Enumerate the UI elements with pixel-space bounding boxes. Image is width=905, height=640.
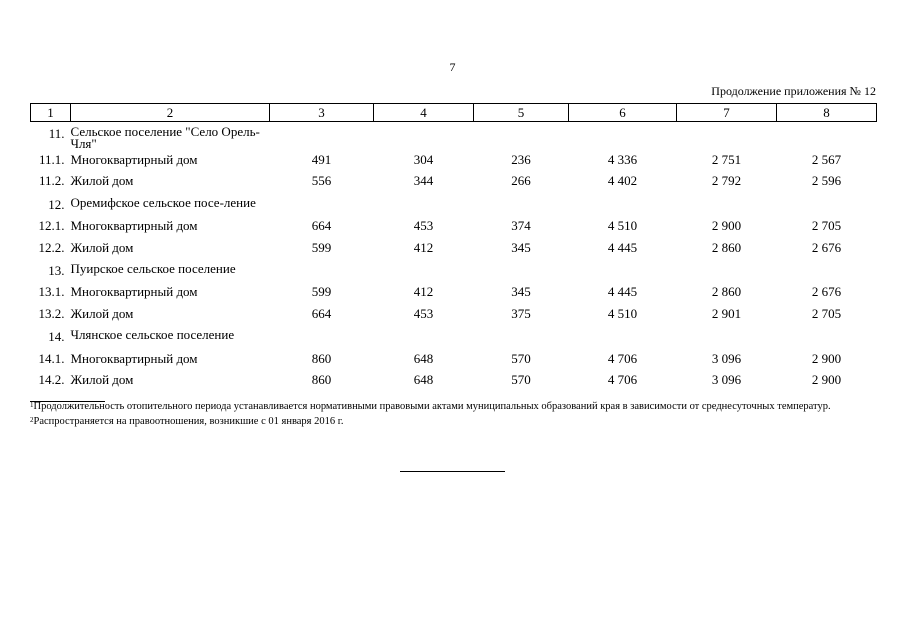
value-cell: 4 510 xyxy=(607,305,638,321)
value-cell xyxy=(374,193,474,216)
row-number: 13.1. xyxy=(38,284,65,300)
housing-type: Многоквартирный дом xyxy=(70,284,198,300)
table-row xyxy=(31,304,877,325)
value-cell xyxy=(677,259,777,282)
tariff-table xyxy=(30,103,877,391)
table-row xyxy=(31,370,877,391)
column-header-6: 6 xyxy=(569,104,677,122)
value-cell: 2 676 xyxy=(811,284,842,300)
table-header-row xyxy=(31,104,877,122)
value-cell: 2 900 xyxy=(811,350,842,366)
value-cell xyxy=(270,259,374,282)
value-cell: 4 706 xyxy=(607,350,638,366)
value-cell: 344 xyxy=(413,173,434,189)
row-number: 13. xyxy=(48,262,65,278)
table-group-row xyxy=(31,122,877,151)
housing-type: Многоквартирный дом xyxy=(70,218,198,234)
table-row xyxy=(31,349,877,370)
value-cell xyxy=(374,325,474,348)
row-number: 12.1. xyxy=(38,218,65,234)
row-number: 14.2. xyxy=(38,371,65,387)
value-cell xyxy=(374,259,474,282)
row-number: 11. xyxy=(48,126,65,141)
value-cell xyxy=(677,122,777,151)
value-cell: 4 402 xyxy=(607,173,638,189)
column-header-1: 1 xyxy=(31,104,71,122)
value-cell xyxy=(374,122,474,151)
value-cell: 453 xyxy=(413,305,434,321)
value-cell: 664 xyxy=(311,218,332,234)
value-cell: 2 751 xyxy=(711,152,742,167)
page-number: 7 xyxy=(449,60,456,74)
value-cell: 2 901 xyxy=(711,305,742,321)
housing-type: Жилой дом xyxy=(70,371,134,387)
footnotes xyxy=(30,402,876,427)
footnote-mark: 2 xyxy=(30,415,34,424)
table-row xyxy=(31,150,877,171)
table-group-row xyxy=(31,259,877,282)
column-header-4: 4 xyxy=(374,104,474,122)
table-row xyxy=(31,238,877,259)
settlement-name: Члянское сельское поселение xyxy=(70,327,235,343)
value-cell: 412 xyxy=(413,284,434,300)
value-cell: 491 xyxy=(311,152,332,167)
value-cell xyxy=(270,193,374,216)
value-cell xyxy=(777,259,877,282)
value-cell: 412 xyxy=(413,239,434,255)
value-cell: 570 xyxy=(511,350,531,366)
value-cell: 648 xyxy=(413,371,434,387)
value-cell: 3 096 xyxy=(711,371,742,387)
value-cell xyxy=(777,193,877,216)
value-cell: 304 xyxy=(413,152,434,167)
value-cell: 375 xyxy=(511,305,531,321)
value-cell: 453 xyxy=(413,218,434,234)
housing-type: Многоквартирный дом xyxy=(70,152,198,167)
value-cell xyxy=(569,122,677,151)
row-number: 14.1. xyxy=(38,350,65,366)
housing-type: Жилой дом xyxy=(70,239,134,255)
value-cell xyxy=(677,193,777,216)
value-cell: 599 xyxy=(311,239,332,255)
value-cell: 2 792 xyxy=(711,173,742,189)
footnote-text: Распространяется на правоотношения, возникшие с 01 января 2016 г. xyxy=(33,415,344,427)
table-row xyxy=(31,282,877,303)
value-cell xyxy=(270,122,374,151)
end-separator xyxy=(400,471,505,472)
table-row xyxy=(31,171,877,192)
value-cell: 2 596 xyxy=(811,173,842,189)
value-cell: 2 900 xyxy=(811,371,842,387)
table-group-row xyxy=(31,325,877,348)
table-group-row xyxy=(31,193,877,216)
value-cell: 556 xyxy=(311,173,332,189)
housing-type: Многоквартирный дом xyxy=(70,350,198,366)
value-cell: 2 860 xyxy=(711,239,742,255)
footnote-1 xyxy=(30,402,876,413)
value-cell: 374 xyxy=(511,218,531,234)
value-cell: 2 900 xyxy=(711,218,742,234)
row-number: 13.2. xyxy=(38,305,65,321)
value-cell xyxy=(270,325,374,348)
value-cell: 4 336 xyxy=(607,152,638,167)
value-cell: 236 xyxy=(511,152,531,167)
column-header-2: 2 xyxy=(71,104,270,122)
row-number: 11.2. xyxy=(38,173,65,189)
value-cell: 345 xyxy=(511,284,531,300)
row-number: 12.2. xyxy=(38,239,65,255)
appendix-caption: Продолжение приложения № 12 xyxy=(711,84,876,98)
value-cell xyxy=(474,259,569,282)
value-cell: 648 xyxy=(413,350,434,366)
footnote-2 xyxy=(30,417,876,428)
value-cell: 664 xyxy=(311,305,332,321)
table-row xyxy=(31,216,877,237)
footnote-text: Продолжительность отопительного периода устанавливается нормативными правовыми актами муниципальных образований края в зависимости от среднесуточных температур. xyxy=(33,401,831,412)
value-cell: 2 860 xyxy=(711,284,742,300)
value-cell: 2 705 xyxy=(811,305,842,321)
column-header-5: 5 xyxy=(474,104,569,122)
value-cell xyxy=(569,325,677,348)
value-cell: 4 445 xyxy=(607,239,638,255)
value-cell xyxy=(569,259,677,282)
value-cell: 4 706 xyxy=(607,371,638,387)
value-cell xyxy=(474,193,569,216)
row-number: 12. xyxy=(48,196,65,212)
housing-type: Жилой дом xyxy=(70,305,134,321)
value-cell: 3 096 xyxy=(711,350,742,366)
value-cell: 2 676 xyxy=(811,239,842,255)
value-cell: 345 xyxy=(511,239,531,255)
value-cell: 266 xyxy=(511,173,531,189)
settlement-name: Сельское поселение "Село Орель-Чля" xyxy=(70,124,260,151)
column-header-8: 8 xyxy=(777,104,877,122)
column-header-3: 3 xyxy=(270,104,374,122)
housing-type: Жилой дом xyxy=(70,173,134,189)
value-cell: 860 xyxy=(311,371,332,387)
value-cell: 4 510 xyxy=(607,218,638,234)
value-cell: 860 xyxy=(311,350,332,366)
value-cell: 4 445 xyxy=(607,284,638,300)
value-cell xyxy=(777,122,877,151)
settlement-name: Пуирское сельское поселение xyxy=(70,260,236,276)
value-cell: 599 xyxy=(311,284,332,300)
value-cell: 2 705 xyxy=(811,218,842,234)
value-cell: 2 567 xyxy=(811,152,842,167)
footnote-mark: 1 xyxy=(30,401,34,409)
value-cell: 570 xyxy=(511,371,531,387)
row-number: 11.1. xyxy=(38,152,65,167)
settlement-name: Оремифское сельское посе-ление xyxy=(70,194,256,210)
value-cell xyxy=(474,122,569,151)
value-cell xyxy=(569,193,677,216)
value-cell xyxy=(677,325,777,348)
column-header-7: 7 xyxy=(677,104,777,122)
value-cell xyxy=(777,325,877,348)
row-number: 14. xyxy=(48,329,65,345)
value-cell xyxy=(474,325,569,348)
table-body xyxy=(31,122,877,392)
